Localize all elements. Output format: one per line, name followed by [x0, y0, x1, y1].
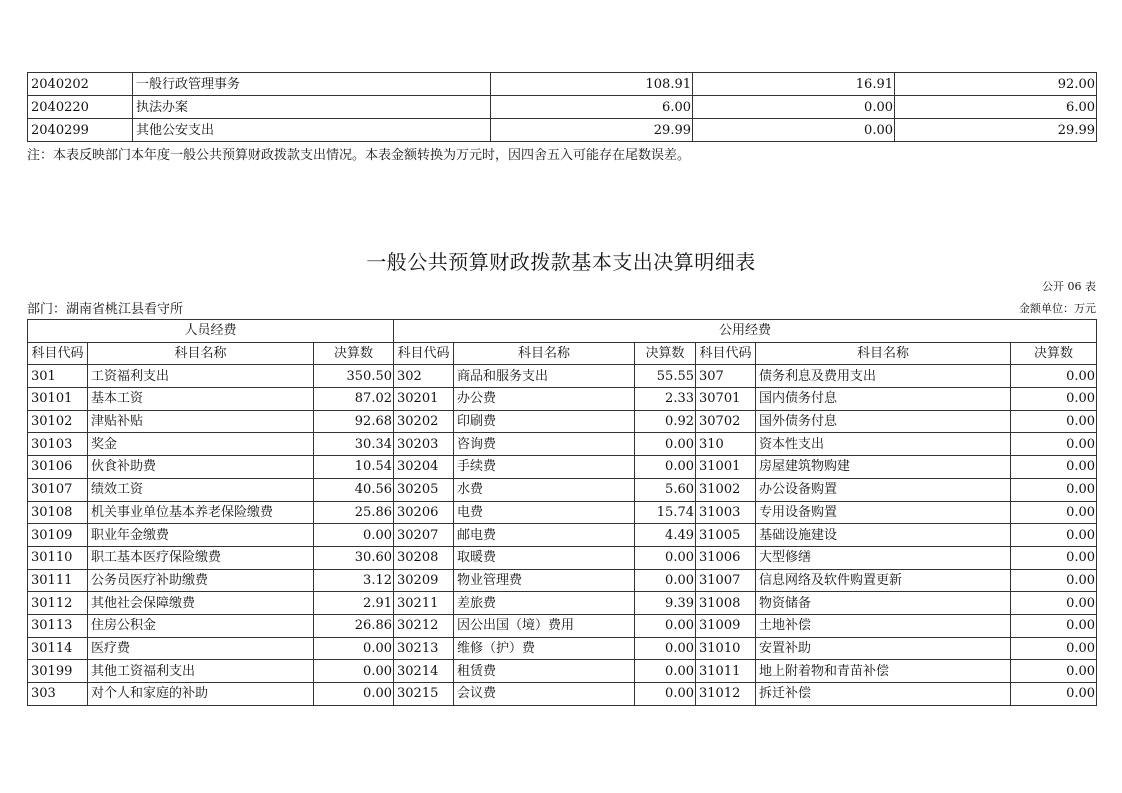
public-amount-cell: 0.00: [1011, 569, 1097, 592]
amount-header: 决算数: [635, 342, 696, 365]
public-code-cell: 30212: [394, 614, 454, 637]
public-code-cell: 30213: [394, 637, 454, 660]
table-row: [28, 592, 1097, 615]
public-name-cell: 大型修缮: [756, 546, 1011, 569]
public-expense-header: 公用经费: [394, 320, 1097, 343]
table-row: [28, 501, 1097, 524]
public-amount-cell: 0.00: [635, 637, 696, 660]
personnel-name-cell: 医疗费: [88, 637, 314, 660]
public-name-cell: 电费: [454, 501, 635, 524]
amount-unit-label: 金额单位：万元: [1019, 302, 1096, 315]
personnel-code-cell: 30112: [28, 592, 88, 615]
public-name-cell: 差旅费: [454, 592, 635, 615]
amount-project-cell: 6.00: [895, 96, 1097, 119]
personnel-code-cell: 301: [28, 365, 88, 388]
personnel-code-cell: 30114: [28, 637, 88, 660]
personnel-amount-cell: 40.56: [314, 478, 394, 501]
public-name-cell: 租赁费: [454, 660, 635, 683]
personnel-code-cell: 30106: [28, 456, 88, 479]
public-amount-cell: 0.00: [1011, 592, 1097, 615]
public-code-cell: 30203: [394, 433, 454, 456]
public-name-cell: 物资储备: [756, 592, 1011, 615]
personnel-name-cell: 住房公积金: [88, 614, 314, 637]
public-name-cell: 物业管理费: [454, 569, 635, 592]
public-amount-cell: 0.00: [635, 546, 696, 569]
table-row: [28, 637, 1097, 660]
personnel-name-cell: 奖金: [88, 433, 314, 456]
public-amount-cell: 0.00: [1011, 433, 1097, 456]
table-row: [28, 524, 1097, 547]
public-code-cell: 31006: [696, 546, 756, 569]
public-amount-cell: 0.00: [1011, 546, 1097, 569]
personnel-code-cell: 30110: [28, 546, 88, 569]
table-row: [28, 410, 1097, 433]
personnel-amount-cell: 350.50: [314, 365, 394, 388]
table-row: [28, 660, 1097, 683]
public-code-cell: 30209: [394, 569, 454, 592]
public-code-cell: 30206: [394, 501, 454, 524]
public-code-cell: 30204: [394, 456, 454, 479]
personnel-name-cell: 津贴补贴: [88, 410, 314, 433]
public-name-cell: 水费: [454, 478, 635, 501]
public-name-cell: 安置补助: [756, 637, 1011, 660]
amount-basic-cell: 16.91: [693, 73, 895, 96]
public-code-cell: 30214: [394, 660, 454, 683]
personnel-amount-cell: 3.12: [314, 569, 394, 592]
table-row: [28, 388, 1097, 411]
public-amount-cell: 0.00: [635, 433, 696, 456]
public-amount-cell: 5.60: [635, 478, 696, 501]
public-code-cell: 31009: [696, 614, 756, 637]
personnel-name-cell: 其他社会保障缴费: [88, 592, 314, 615]
table-row: [28, 456, 1097, 479]
public-name-cell: 办公费: [454, 388, 635, 411]
personnel-code-cell: 30101: [28, 388, 88, 411]
amount-basic-cell: 0.00: [693, 96, 895, 119]
public-amount-cell: 0.00: [1011, 365, 1097, 388]
personnel-amount-cell: 0.00: [314, 637, 394, 660]
amount-total-cell: 108.91: [491, 73, 693, 96]
personnel-name-cell: 公务员医疗补助缴费: [88, 569, 314, 592]
previous-expenditure-table: [27, 72, 1097, 142]
personnel-name-cell: 伙食补助费: [88, 456, 314, 479]
table-row: [28, 546, 1097, 569]
name-header: 科目名称: [454, 342, 635, 365]
table-row: [28, 365, 1097, 388]
personnel-code-cell: 303: [28, 683, 88, 706]
amount-total-cell: 29.99: [491, 119, 693, 142]
public-code-cell: 30207: [394, 524, 454, 547]
public-name-cell: 咨询费: [454, 433, 635, 456]
public-code-cell: 310: [696, 433, 756, 456]
public-name-cell: 债务利息及费用支出: [756, 365, 1011, 388]
public-code-cell: 30201: [394, 388, 454, 411]
personnel-code-cell: 30108: [28, 501, 88, 524]
personnel-name-cell: 对个人和家庭的补助: [88, 683, 314, 706]
public-name-cell: 信息网络及软件购置更新: [756, 569, 1011, 592]
subject-name-cell: 其他公安支出: [133, 119, 491, 142]
personnel-expense-header: 人员经费: [28, 320, 394, 343]
public-name-cell: 专用设备购置: [756, 501, 1011, 524]
amount-basic-cell: 0.00: [693, 119, 895, 142]
public-amount-cell: 0.00: [635, 569, 696, 592]
public-code-cell: 30211: [394, 592, 454, 615]
public-code-cell: 31008: [696, 592, 756, 615]
personnel-code-cell: 30111: [28, 569, 88, 592]
public-name-cell: 房屋建筑物购建: [756, 456, 1011, 479]
amount-project-cell: 29.99: [895, 119, 1097, 142]
public-amount-cell: 0.00: [1011, 637, 1097, 660]
public-name-cell: 国外债务付息: [756, 410, 1011, 433]
public-amount-cell: 0.00: [1011, 683, 1097, 706]
personnel-name-cell: 机关事业单位基本养老保险缴费: [88, 501, 314, 524]
personnel-amount-cell: 10.54: [314, 456, 394, 479]
subject-code-cell: 2040299: [28, 119, 133, 142]
public-code-cell: 30208: [394, 546, 454, 569]
personnel-amount-cell: 0.00: [314, 660, 394, 683]
amount-header: 决算数: [1011, 342, 1097, 365]
public-name-cell: 基础设施建设: [756, 524, 1011, 547]
personnel-code-cell: 30107: [28, 478, 88, 501]
public-amount-cell: 2.33: [635, 388, 696, 411]
subject-code-cell: 2040202: [28, 73, 133, 96]
personnel-amount-cell: 0.00: [314, 524, 394, 547]
personnel-amount-cell: 30.34: [314, 433, 394, 456]
public-code-cell: 31012: [696, 683, 756, 706]
name-header: 科目名称: [756, 342, 1011, 365]
personnel-code-cell: 30109: [28, 524, 88, 547]
public-name-cell: 办公设备购置: [756, 478, 1011, 501]
public-code-cell: 31002: [696, 478, 756, 501]
public-amount-cell: 4.49: [635, 524, 696, 547]
public-code-cell: 30205: [394, 478, 454, 501]
public-name-cell: 国内债务付息: [756, 388, 1011, 411]
form-code: 公开 06 表: [1042, 280, 1096, 293]
page-title: 一般公共预算财政拨款基本支出决算明细表: [366, 250, 756, 274]
table-row: [28, 96, 1097, 119]
subject-code-cell: 2040220: [28, 96, 133, 119]
code-header: 科目代码: [28, 342, 88, 365]
public-amount-cell: 0.00: [1011, 660, 1097, 683]
personnel-name-cell: 绩效工资: [88, 478, 314, 501]
personnel-name-cell: 基本工资: [88, 388, 314, 411]
detail-body: [28, 365, 1097, 705]
public-amount-cell: 0.00: [1011, 478, 1097, 501]
public-name-cell: 商品和服务支出: [454, 365, 635, 388]
name-header: 科目名称: [88, 342, 314, 365]
table-row: [28, 683, 1097, 706]
public-code-cell: 307: [696, 365, 756, 388]
public-code-cell: 31005: [696, 524, 756, 547]
public-name-cell: 会议费: [454, 683, 635, 706]
amount-total-cell: 6.00: [491, 96, 693, 119]
public-amount-cell: 0.00: [635, 456, 696, 479]
public-name-cell: 邮电费: [454, 524, 635, 547]
basic-expenditure-detail-table: [27, 319, 1097, 706]
public-amount-cell: 0.00: [1011, 388, 1097, 411]
personnel-code-cell: 30103: [28, 433, 88, 456]
amount-header: 决算数: [314, 342, 394, 365]
public-amount-cell: 0.00: [635, 614, 696, 637]
public-name-cell: 手续费: [454, 456, 635, 479]
table-row: [28, 569, 1097, 592]
personnel-name-cell: 工资福利支出: [88, 365, 314, 388]
public-name-cell: 拆迁补偿: [756, 683, 1011, 706]
public-amount-cell: 0.00: [1011, 524, 1097, 547]
personnel-name-cell: 职工基本医疗保险缴费: [88, 546, 314, 569]
department-label: 部门：湖南省桃江县看守所: [27, 302, 184, 317]
public-amount-cell: 15.74: [635, 501, 696, 524]
subject-name-cell: 一般行政管理事务: [133, 73, 491, 96]
personnel-name-cell: 职业年金缴费: [88, 524, 314, 547]
public-code-cell: 30701: [696, 388, 756, 411]
table-row: [28, 119, 1097, 142]
public-amount-cell: 0.00: [635, 683, 696, 706]
public-name-cell: 地上附着物和青苗补偿: [756, 660, 1011, 683]
public-amount-cell: 0.00: [635, 660, 696, 683]
public-code-cell: 30202: [394, 410, 454, 433]
public-name-cell: 资本性支出: [756, 433, 1011, 456]
public-code-cell: 302: [394, 365, 454, 388]
public-code-cell: 31003: [696, 501, 756, 524]
personnel-amount-cell: 0.00: [314, 683, 394, 706]
public-name-cell: 土地补偿: [756, 614, 1011, 637]
public-code-cell: 31001: [696, 456, 756, 479]
public-name-cell: 取暖费: [454, 546, 635, 569]
public-code-cell: 30215: [394, 683, 454, 706]
public-code-cell: 31010: [696, 637, 756, 660]
code-header: 科目代码: [696, 342, 756, 365]
public-code-cell: 31011: [696, 660, 756, 683]
personnel-amount-cell: 92.68: [314, 410, 394, 433]
amount-project-cell: 92.00: [895, 73, 1097, 96]
table-row: [28, 478, 1097, 501]
personnel-amount-cell: 87.02: [314, 388, 394, 411]
column-header-row: [28, 342, 1097, 365]
public-name-cell: 因公出国（境）费用: [454, 614, 635, 637]
public-amount-cell: 9.39: [635, 592, 696, 615]
personnel-amount-cell: 26.86: [314, 614, 394, 637]
personnel-amount-cell: 30.60: [314, 546, 394, 569]
table-row: [28, 433, 1097, 456]
subject-name-cell: 执法办案: [133, 96, 491, 119]
public-amount-cell: 0.00: [1011, 614, 1097, 637]
table-row: [28, 73, 1097, 96]
personnel-amount-cell: 25.86: [314, 501, 394, 524]
public-amount-cell: 0.92: [635, 410, 696, 433]
table-note: 注：本表反映部门本年度一般公共预算财政拨款支出情况。本表金额转换为万元时，因四舍五入可能存在尾数误差。: [27, 148, 691, 163]
previous-expenditure-body: [28, 73, 1097, 142]
public-amount-cell: 0.00: [1011, 410, 1097, 433]
table-row: [28, 614, 1097, 637]
public-amount-cell: 55.55: [635, 365, 696, 388]
public-amount-cell: 0.00: [1011, 456, 1097, 479]
personnel-code-cell: 30113: [28, 614, 88, 637]
public-code-cell: 31007: [696, 569, 756, 592]
code-header: 科目代码: [394, 342, 454, 365]
public-amount-cell: 0.00: [1011, 501, 1097, 524]
personnel-name-cell: 其他工资福利支出: [88, 660, 314, 683]
public-name-cell: 印刷费: [454, 410, 635, 433]
group-header-row: [28, 320, 1097, 343]
public-name-cell: 维修（护）费: [454, 637, 635, 660]
public-code-cell: 30702: [696, 410, 756, 433]
personnel-code-cell: 30199: [28, 660, 88, 683]
personnel-amount-cell: 2.91: [314, 592, 394, 615]
personnel-code-cell: 30102: [28, 410, 88, 433]
